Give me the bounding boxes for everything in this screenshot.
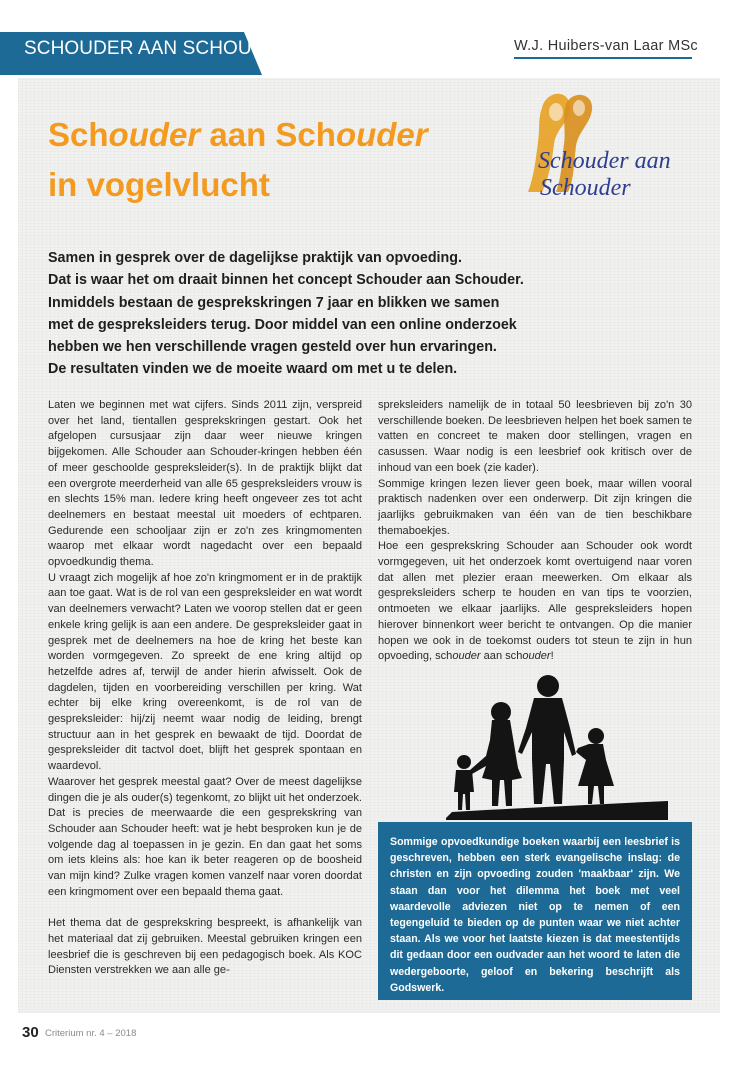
body-paragraph: Waarover het gesprek meestal gaat? Over de meest dagelijkse dingen die je als ouder(s) tegenkomt, zo blijkt uit het onderzoek. Dat is precies de meerwaarde die een gesprekskring van Schouder aan Schouder heeft: wat je hebt besproken kun je de volgende dag al toepassen in je gezin. En dan gaat het soms om iets kleins als: hoe kan ik beter reageren op de boosheid van mijn kind? Zulke vragen komen vanzelf naar voren doordat een kringmoment over een bepaald thema gaat.: [48, 775, 362, 898]
intro-line: Inmiddels bestaan de gesprekskringen 7 jaar en blikken we samen: [48, 294, 500, 311]
body-paragraph: Hoe een gesprekskring Schouder aan Schouder ook wordt vormgegeven, uit het onderzoek komt overtuigend naar voren dat allen met plezier eraan meewerken. Om elkaar als gespreksleiders scherp te houden en van tips te voorzien, ontmoeten we elkaar jaarlijks. Alle gespreksleiders hopen hierover binnenkort weer bericht te ontvangen. Op die manier hopen we ook in de toekomst ouders tot steun te zijn in hun opvoeding, schouder aan schouder!: [378, 540, 692, 663]
logo-text-line1: Schouder aan: [538, 148, 671, 174]
intro-line: hebben we hen verschillende vragen gesteld over hun ervaringen.: [48, 339, 497, 356]
article-intro: [48, 247, 608, 381]
intro-line: Dat is waar het om draait binnen het concept Schouder aan Schouder.: [48, 272, 524, 289]
body-paragraph: spreksleiders namelijk de in totaal 50 leesbrieven bij zo'n 30 verschillende boeken. De leesbrieven helpen het boek samen te vatten en concreet te maken door stellingen, vragen en casussen. Waar nodig is een leesbrief ook kritisch over de inhoud van een boek (zie kader).: [378, 399, 692, 474]
author-underline: [514, 57, 692, 59]
sidebar-box: [378, 822, 692, 1000]
body-paragraph: Laten we beginnen met wat cijfers. Sinds 2011 zijn, verspreid over het land, tientallen gesprekskringen gestart. Ook het afgelopen cursusjaar zijn daar weer nieuwe kringen bijgekomen. Alle Schouder aan Schouder-kringen hebben één of meer geschoolde gespreksleider(s). In de praktijk blijkt dat een overgrote meerderheid van alle 65 gespreksleiders vrouw is en slechts 15% man. Iedere kring heeft ongeveer zes tot acht deelnemers en bestaat meestal uit moeders of echtparen. Gedurende een schooljaar zijn er zo'n zes kringmomenten waarop met elkaar wordt nagedacht over een bepaald opvoedkundig thema.: [48, 399, 362, 569]
article-column-1: [48, 398, 362, 979]
body-paragraph: U vraagt zich mogelijk af hoe zo'n kringmoment er in de praktijk aan toe gaat. Wat is de rol van een gespreksleider en wat wordt van deelnemers verwacht? Laten we voorop stellen dat er geen enkele kring gelijk is aan een andere. De gespreksleider gaat in gesprek met de deelnemers na hoe de kring het beste kan worden vormgegeven. Zo spreekt de ene kring altijd op hetzelfde adres af, terwijl de ander hierin afwisselt. Ook de dagdelen, tijden en voorbereiding verschillen per kring. Wat echter bij elke kring overeenkomt, is de rol van de gespreksleider: hij/zij neemt waar nodig de leiding, brengt structuur aan in het gesprek en bewaakt de tijd. Doordat de gespreksleider dit tactvol doet, blijft het gesprek spontaan en waardevol.: [48, 571, 362, 773]
publication-footer: Criterium nr. 4 – 2018: [45, 1028, 137, 1039]
article-column-2: [378, 398, 692, 665]
logo-text-line2: Schouder: [540, 175, 631, 201]
author-name: W.J. Huibers-van Laar MSc: [514, 38, 698, 54]
sidebar-box-text: Sommige opvoedkundige boeken waarbij een leesbrief is geschreven, hebben een sterk evangelische inslag: de christen en zijn opvoeding zouden 'maakbaar' zijn. We staan dan voor het dilemma het boek met veel waardevolle adviezen niet op te nemen of een tegengeluid te bieden op de punten waar we niet achter staan. Als we voor het laatste kiezen is dat meestentijds dit gedaan door een oudvader aan het woord te laten die wedergeboorte, geloof en bekering beschrijft als Godswerk.: [390, 836, 680, 994]
family-silhouette-image: [446, 672, 668, 820]
article-title-line2: in vogelvlucht: [48, 166, 270, 203]
intro-line: De resultaten vinden we de moeite waard om met u te delen.: [48, 361, 458, 378]
page-number: 30: [22, 1024, 39, 1041]
schouder-aan-schouder-logo: [508, 88, 704, 212]
intro-line: met de gespreksleiders terug. Door middel van een online onderzoek: [48, 316, 517, 333]
intro-line: Samen in gesprek over de dagelijkse praktijk van opvoeding.: [48, 250, 462, 266]
article-title-line1: Schouder aan Schouder: [48, 116, 428, 153]
section-label: SCHOUDER AAN SCHOUDER: [24, 38, 293, 59]
body-paragraph: Het thema dat de gesprekskring bespreekt, is afhankelijk van het materiaal dat zij gebruiken. Meestal gebruiken kringen een leesbrief die is geschreven bij een pedagogisch boek. Als KOC Diensten verstrekken we aan alle ge-: [48, 917, 362, 977]
body-paragraph: Sommige kringen lezen liever geen boek, maar willen vooral praktisch nadenken over een onderwerp. Dit zijn kringen die jaarlijks gebruikmaken van één van de tien beschikbare themaboekjes.: [378, 477, 692, 537]
